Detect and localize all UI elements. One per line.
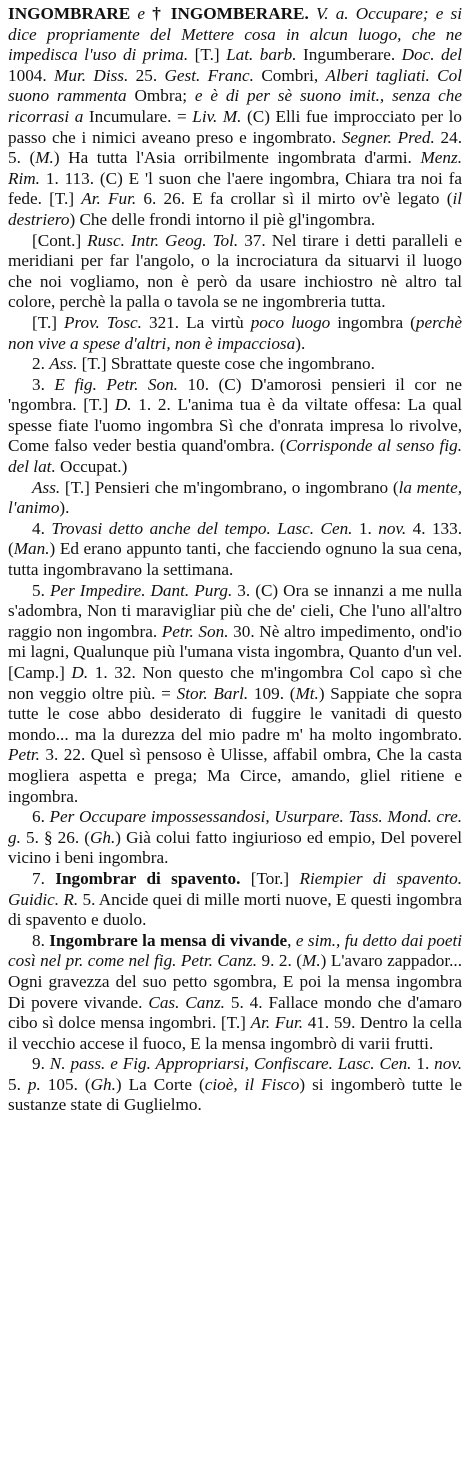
italic-run: Lat. barb. <box>226 45 297 65</box>
text-run: (C) Elli fue improcciato per lo passo che i nimici aveano preso e ingombrato. <box>8 106 463 147</box>
italic-run: Gh. <box>89 827 116 847</box>
italic-run: Corrisponde al senso fig. del lat. <box>8 436 462 477</box>
text-run: 4. 133. ( <box>8 518 463 559</box>
text-run: 9. 2. ( <box>257 951 302 971</box>
text-run: [T.] <box>188 45 227 65</box>
entry-sense-paragraph <box>8 313 462 354</box>
entry-sense-paragraph <box>8 478 462 519</box>
text-run: 5. <box>32 580 50 600</box>
italic-run: poco luogo <box>250 312 331 332</box>
text-run: Incumulare. = <box>83 106 193 126</box>
text-run: 1. <box>352 518 379 538</box>
text-run: ). <box>295 333 306 353</box>
entry-sense-paragraph <box>8 1054 462 1116</box>
text-run: 6. <box>32 807 50 827</box>
entry-sense-paragraph <box>8 807 462 869</box>
text-run: 1. 32. Non questo che m'ingombra Col capo sì che non veggio oltre più. = <box>8 663 462 703</box>
text-run: [T.] Sbrattate queste cose che ingombrano. <box>77 354 375 374</box>
text-run: [Cont.] <box>32 230 88 250</box>
italic-run: Trovasi detto anche del tempo. Lasc. Cen. <box>51 518 353 538</box>
text-run: 24. 5. ( <box>8 127 463 168</box>
text-run: 5. 4. Fallace mondo che d'amaro cibo sì dolce mensa ingombri. [T.] <box>8 992 462 1033</box>
italic-run: nov. <box>434 1054 462 1074</box>
entry-sense-paragraph <box>8 581 462 808</box>
text-run: 6. 26. E fa crollar sì il mirto ov'è legato ( <box>136 189 453 209</box>
text-run: 30. Nè altro impedimento, ond'io mi lagni, Qualunque più l'umana vista ingombra, Quanto d'un vel. [Camp.] <box>8 621 463 682</box>
italic-run: Ass. <box>49 354 78 374</box>
entry-sense-paragraph <box>8 354 462 375</box>
text-run: ) Ha tutta l'Asia orribilmente ingombrata d'armi. <box>53 148 421 168</box>
italic-run: Per Occupare impossessandosi, Usurpare. Tass. Mond. cre. g. <box>8 807 462 847</box>
italic-run: E fig. Petr. Son. <box>54 374 178 394</box>
text-run: 41. 59. Dentro la cella il vecchio accese il fuoco, E la mensa ingombrò di varii frutti. <box>8 1013 462 1053</box>
italic-run: Gh. <box>90 1074 116 1094</box>
italic-run: Ass. <box>32 477 61 497</box>
italic-run: V. a. Occupare; e si dice propriamente del Mettere cosa in alcun luogo, che ne impedisca l'uso di prima. <box>8 4 462 65</box>
italic-run: D. <box>114 395 132 415</box>
italic-run: Mt. <box>295 683 319 703</box>
text-run: 37. Nel tirare i detti paralleli e meridiani per far l'angolo, o la incrociatura da situarvi il luogo che noi vogliamo, non è però da usare inchiostro nè altro tal colore, perchè la palla o tavola se ne ingombreria tutta. <box>8 230 463 312</box>
text-run: 7. <box>32 868 56 888</box>
text-run: 4. <box>32 518 52 538</box>
text-run: 1. 113. (C) E 'l suon che l'aere ingombra, Chiara tra noi fa fede. [T.] <box>8 168 462 209</box>
text-run: Ingumberare. <box>296 45 402 65</box>
text-run: ) L'avaro zappador... Ogni gravezza del suo petto sgombra, E poi la mensa ingombra Di povere vivande. <box>8 951 462 1012</box>
italic-run: e è di per sè suono imit., senza che ricorrasi a <box>8 86 462 126</box>
italic-run: M. <box>35 148 54 168</box>
italic-run: Man. <box>13 539 50 559</box>
italic-run: Ar. Fur. <box>81 189 137 209</box>
text-run: 3. (C) Ora se innanzi a me nulla s'adombra, Non ti maravigliar più che de' cieli, Che l'uno all'altro raggio non ingombra. <box>8 580 463 641</box>
italic-run: Doc. del <box>401 45 463 65</box>
italic-run: Petr. Son. <box>161 621 229 641</box>
text-run: 9. <box>32 1054 50 1074</box>
italic-run: Riempier di spavento. Guidic. R. <box>8 868 462 909</box>
italic-run: Cas. Canz. <box>148 992 225 1012</box>
text-run: [T.] <box>32 312 64 332</box>
text-run: 5. <box>8 1074 28 1094</box>
text-run: 5. Ancide quei di mille morti nuove, E questi ingombra di spavento e duolo. <box>8 889 462 930</box>
italic-run: N. pass. e Fig. Appropriarsi, Confiscare. Lasc. Cen. <box>49 1054 412 1074</box>
bold-run: INGOMBRARE <box>8 4 131 23</box>
text-run: ) Che delle frondi intorno il piè gl'ingombra. <box>69 209 376 229</box>
italic-run: perchè non vive a spese d'altri, non è impacciosa <box>8 312 463 353</box>
italic-run: Rusc. Intr. Geog. Tol. <box>87 230 239 250</box>
entry-sense-paragraph <box>8 931 462 1055</box>
italic-run: Stor. Barl. <box>176 683 249 703</box>
italic-run: cioè, il Fisco <box>204 1074 300 1094</box>
italic-run: e sim., fu detto dai poeti così nel pr. come nel fig. Petr. Canz. <box>8 930 463 971</box>
text-run: 1004. <box>8 65 55 85</box>
text-run: 2. <box>32 354 50 374</box>
text-run: 25. <box>128 65 165 85</box>
text-run: 10. (C) D'amorosi pensieri il cor ne 'ngombra. [T.] <box>8 374 463 415</box>
text-run: 3. <box>32 374 55 394</box>
text-run: 3. 22. Quel sì pensoso è Ulisse, affabil ombra, Che la casta mogliera aspetta e prega; Ma Circe, amando, gliel ritiene e ingombra. <box>8 745 462 806</box>
italic-run: la mente, l'animo <box>8 477 462 518</box>
text-run: ) Già colui fatto ingiurioso ed empio, Del poverel vicino i beni ingombra. <box>8 827 462 868</box>
entry-sense-paragraph <box>8 231 462 313</box>
text-run: 105. ( <box>40 1074 91 1094</box>
italic-run: D. <box>71 663 89 682</box>
text-run: 321. La virtù <box>141 312 251 332</box>
text-run: 109. ( <box>248 683 296 703</box>
entry-sense-paragraph <box>8 869 462 931</box>
italic-run: Prov. Tosc. <box>63 312 142 332</box>
bold-run: Ingombrare la mensa di vivande <box>49 930 288 950</box>
italic-run: Segner. Pred. <box>341 127 435 147</box>
bold-run: † INGOMBERARE. <box>152 4 309 23</box>
text-run: ) Sappiate che sopra tutte le cose abbo desiderato di fuggire le vanitadi di questo mondo... ma la durezza del mio padre m' ha molto ingombrato. <box>8 683 462 744</box>
italic-run: Alberi tagliati. Col suono rammenta <box>8 65 462 106</box>
italic-run: Gest. Franc. <box>164 65 254 85</box>
text-run: , <box>287 930 296 950</box>
italic-run: Petr. <box>8 745 40 765</box>
italic-run: Menz. Rim. <box>8 148 462 188</box>
text-run: ). <box>59 498 70 518</box>
text-run: ingombra ( <box>330 312 416 332</box>
text-run: ) La Corte ( <box>115 1074 205 1094</box>
text-run: Combri, <box>253 65 326 85</box>
text-run: 1. 2. L'anima tua è da viltate offesa: La qual spesse fiate l'uomo ingombra Sì che d'onrata impresa lo rivolve, Come falso veder bestia quand'ombra. ( <box>8 395 462 456</box>
italic-run: Ar. Fur. <box>250 1013 304 1033</box>
italic-run: p. <box>27 1074 41 1094</box>
text-run: Occupat.) <box>55 457 128 477</box>
italic-run: il destriero <box>8 189 462 229</box>
entry-sense-paragraph <box>8 375 462 478</box>
text-run: [Tor.] <box>240 868 300 888</box>
text-run: [T.] Pensieri che m'ingombrano, o ingombrano ( <box>60 477 399 497</box>
text-run: ) si ingomberò tutte le sustanze state di Guglielmo. <box>8 1074 462 1115</box>
italic-run: Mur. Diss. <box>54 65 129 85</box>
text-run: Ombra; <box>126 86 195 106</box>
text-run: 8. <box>32 930 50 950</box>
text-run: 5. § 26. ( <box>20 827 90 847</box>
italic-run: nov. <box>378 518 407 538</box>
italic-run: M. <box>302 951 321 971</box>
italic-run: Per Impedire. Dant. Purg. <box>49 580 233 600</box>
entry-sense-paragraph <box>8 519 462 581</box>
italic-run: Liv. M. <box>192 106 242 126</box>
bold-run: Ingombrar di spavento. <box>55 868 241 888</box>
entry-headword-paragraph <box>8 4 462 231</box>
text-run: ) Ed erano appunto tanti, che facciendo ognuno la sua cena, tutta ingombravano la settimana. <box>8 539 462 580</box>
italic-run: e <box>130 4 153 23</box>
text-run: 1. <box>411 1054 435 1074</box>
